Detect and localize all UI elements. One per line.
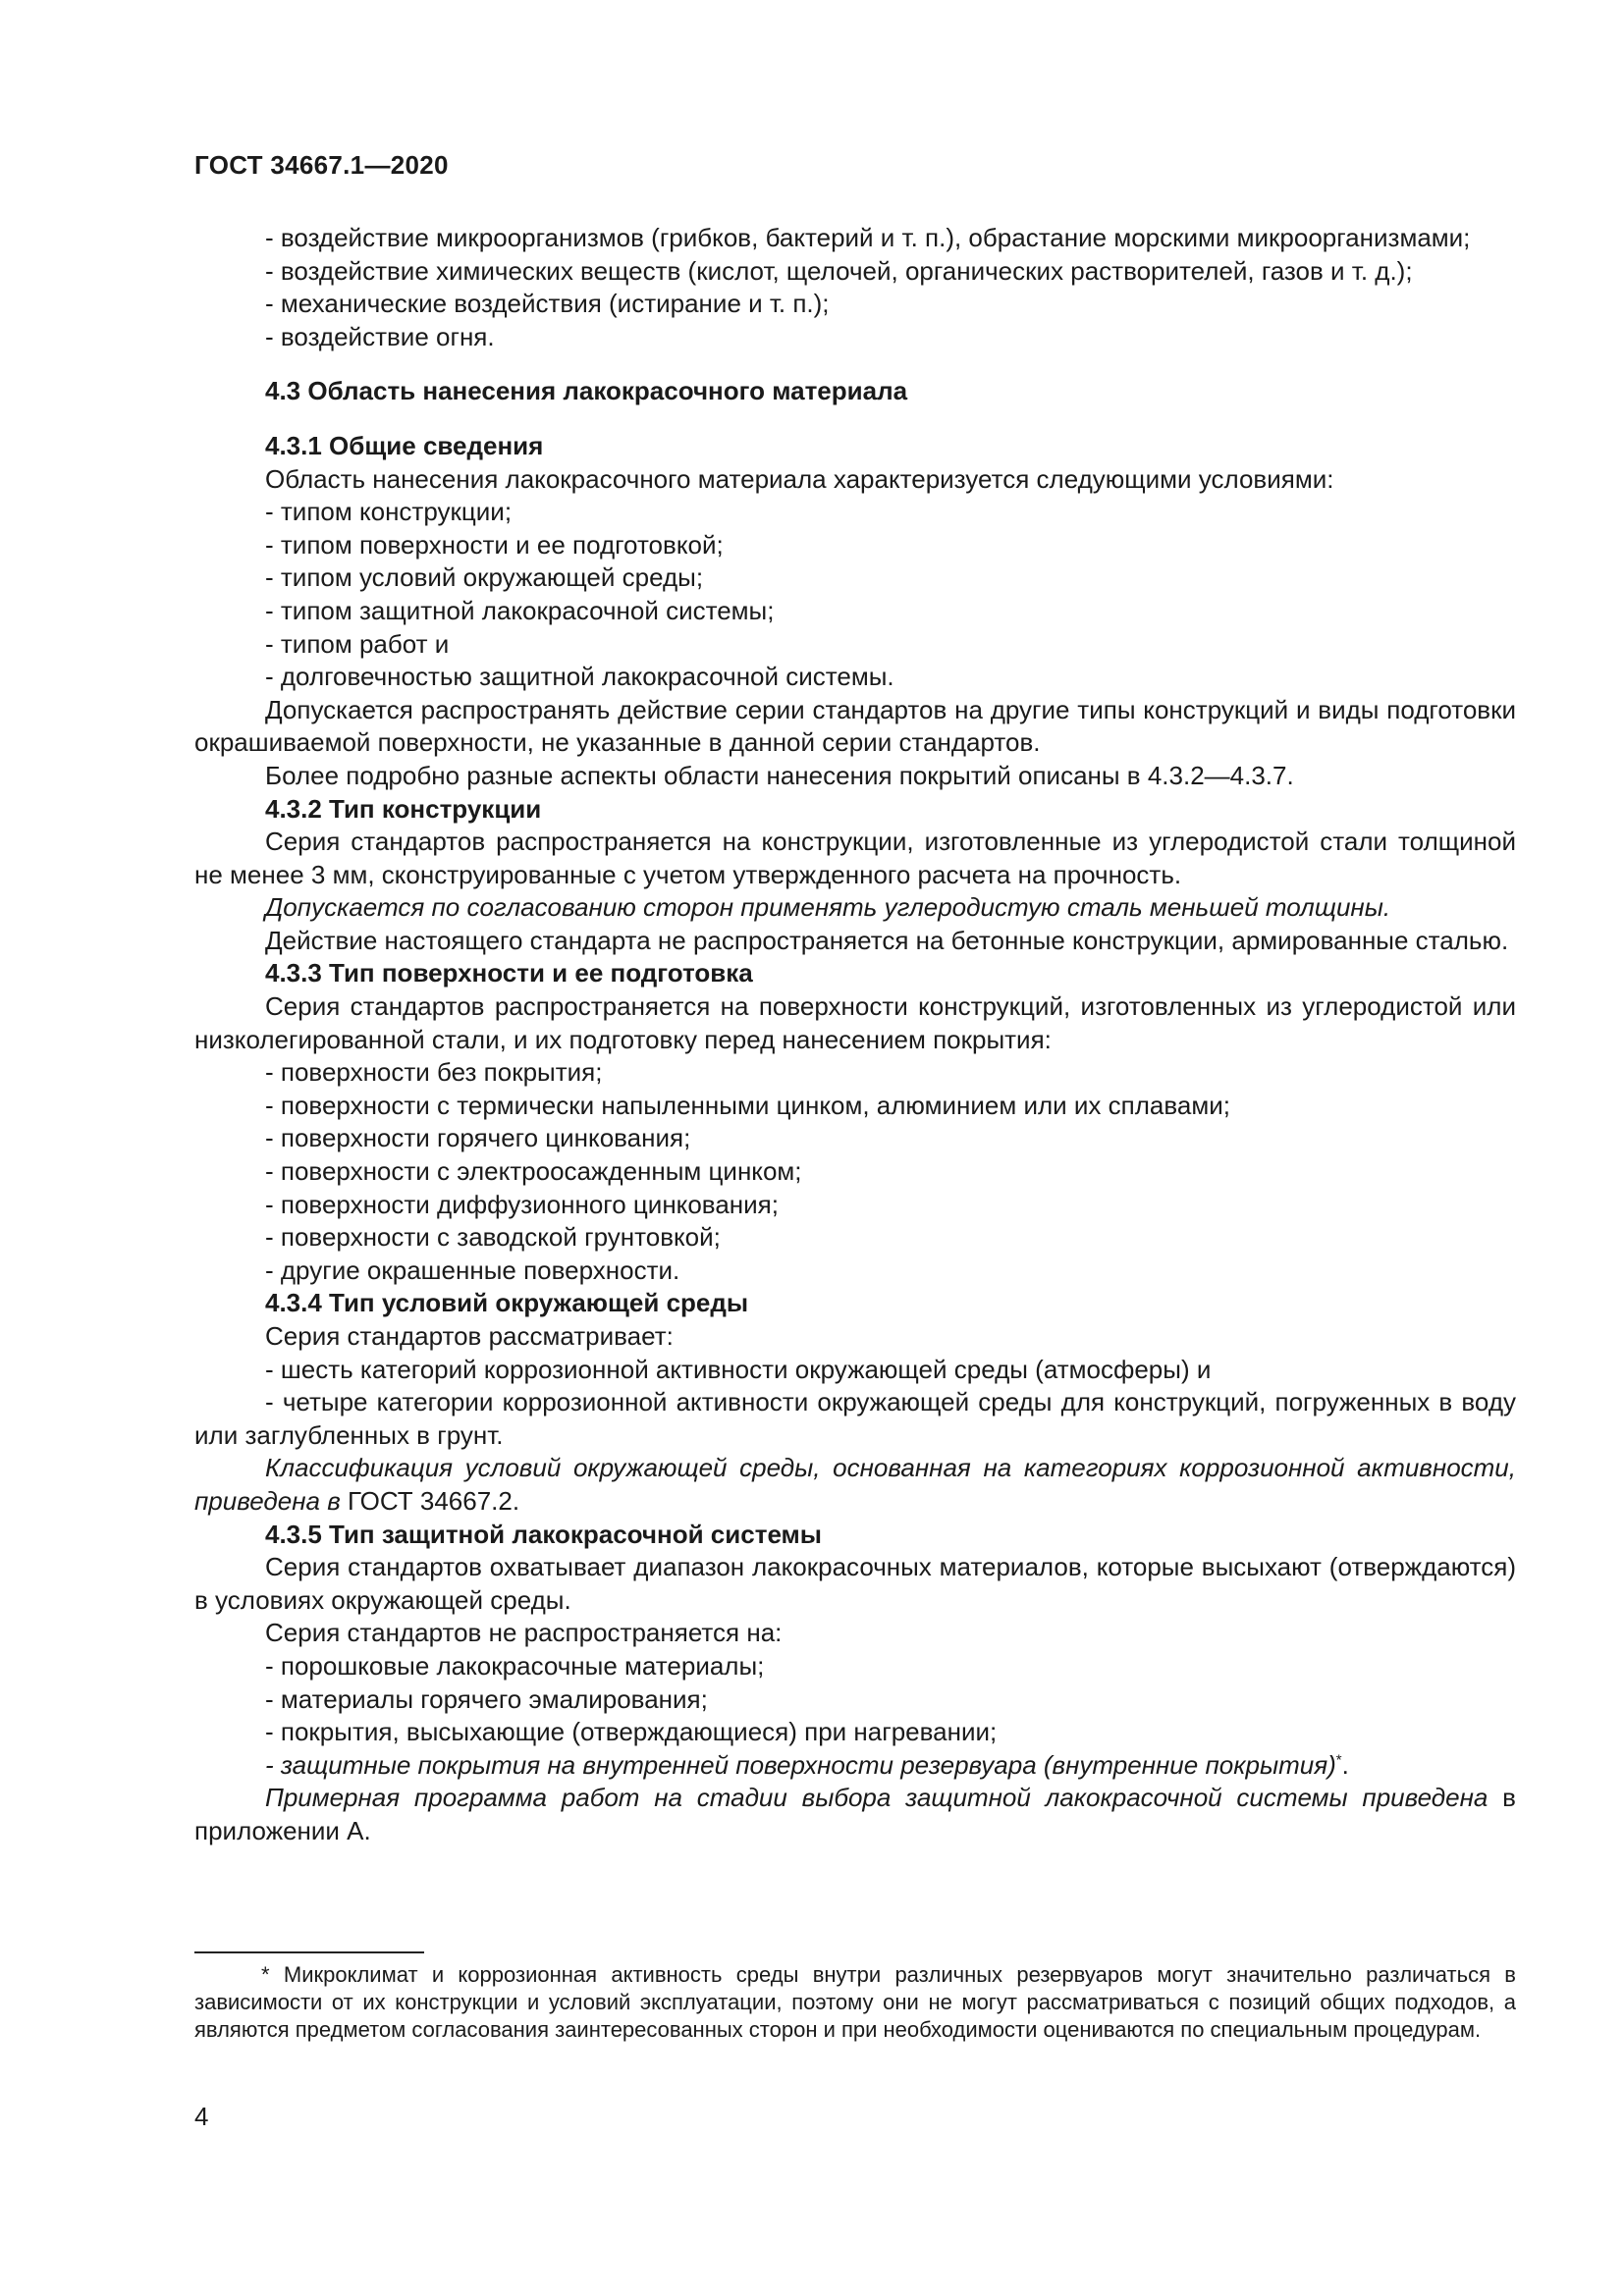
list-item: - типом условий окружающей среды; — [265, 562, 704, 593]
footnote-text: * Микроклимат и коррозионная активность среды внутри различных резервуаров могут значительно различаться в зависимости от их конструкции и условий эксплуатации, поэтому они не могут рассматриваться с позиций общих подходов, а являются предметом согласования заинтересованных сторон и при необходимости оцениваются по специальным процедурам. — [194, 1962, 1516, 2042]
punctuation: . — [1341, 1749, 1349, 1780]
paragraph: Серия стандартов охватывает диапазон лакокрасочных материалов, которые высыхают (отверждаются) в условиях окружающей среды. — [194, 1552, 1516, 1615]
list-item: - долговечностью защитной лакокрасочной системы. — [265, 662, 894, 692]
list-item: - порошковые лакокрасочные материалы; — [265, 1650, 765, 1681]
footnote-separator — [194, 1951, 424, 1953]
footnote — [194, 1961, 1516, 2044]
list-item — [194, 1749, 1516, 1783]
paragraph: Серия стандартов распространяется на поверхности конструкций, изготовленных из углеродистой или низколегированной стали, и их подготовку перед нанесением покрытия: — [194, 991, 1516, 1054]
list-item: - механические воздействия (истирание и т. п.); — [265, 289, 830, 319]
list-item: - поверхности с электроосажденным цинком; — [265, 1156, 802, 1187]
list-item: - поверхности диффузионного цинкования; — [265, 1189, 779, 1219]
list-item: - поверхности без покрытия; — [265, 1057, 603, 1088]
list-item: - покрытия, высыхающие (отверждающиеся) при нагревании; — [265, 1717, 998, 1747]
paragraph: Серия стандартов распространяется на конструкции, изготовленные из углеродистой стали толщиной не менее 3 мм, сконструированные с учетом утвержденного расчета на прочность. — [194, 827, 1516, 889]
paragraph: Более подробно разные аспекты области нанесения покрытий описаны в 4.3.2—4.3.7. — [265, 760, 1294, 790]
list-item: - другие окрашенные поверхности. — [265, 1255, 680, 1285]
list-item: - воздействие огня. — [265, 321, 495, 351]
standard-reference: ГОСТ 34667.2. — [340, 1485, 520, 1516]
italic-note — [194, 1452, 1516, 1518]
section-heading-4-3: 4.3 Область нанесения лакокрасочного материала — [265, 376, 908, 406]
paragraph: Допускается распространять действие серии стандартов на другие типы конструкций и виды подготовки окрашиваемой поверхности, не указанные в данной серии стандартов. — [194, 694, 1516, 758]
page-number: 4 — [194, 2102, 209, 2131]
annex-reference: в приложении А. — [194, 1783, 1516, 1845]
document-header: ГОСТ 34667.1—2020 — [194, 150, 449, 180]
paragraph: Серия стандартов рассматривает: — [265, 1321, 674, 1351]
list-item: - воздействие микроорганизмов (грибков, бактерий и т. п.), обрастание морскими микроорганизмами; — [265, 223, 1471, 252]
list-item: - воздействие химических веществ (кислот, щелочей, органических растворителей, газов и т. д.); — [265, 255, 1413, 286]
section-heading-4-3-2: 4.3.2 Тип конструкции — [265, 793, 542, 824]
paragraph: Серия стандартов не распространяется на: — [265, 1618, 783, 1648]
section-heading-4-3-3: 4.3.3 Тип поверхности и ее подготовка — [265, 958, 753, 988]
list-item: - шесть категорий коррозионной активности окружающей среды (атмосферы) и — [265, 1354, 1212, 1384]
italic-text: Примерная программа работ на стадии выбора защитной лакокрасочной системы приведена — [265, 1783, 1489, 1813]
page-body — [194, 222, 1516, 1848]
list-item: - типом поверхности и ее подготовкой; — [265, 529, 724, 560]
paragraph: Область нанесения лакокрасочного материала характеризуется следующими условиями: — [265, 463, 1334, 494]
list-item: - типом работ и — [265, 628, 450, 659]
paragraph: Действие настоящего стандарта не распространяется на бетонные конструкции, армированные сталью. — [265, 925, 1509, 955]
list-item: - четыре категории коррозионной активности окружающей среды для конструкций, погруженных в воду или заглубленных в грунт. — [194, 1387, 1516, 1450]
italic-text: Классификация условий окружающей среды, основанная на категориях коррозионной активности, приведена в — [194, 1453, 1516, 1516]
section-heading-4-3-4: 4.3.4 Тип условий окружающей среды — [265, 1288, 749, 1318]
section-heading-4-3-5: 4.3.5 Тип защитной лакокрасочной системы — [265, 1519, 822, 1549]
list-item: - поверхности горячего цинкования; — [265, 1123, 691, 1153]
footnote-marker: * — [1335, 1751, 1342, 1769]
list-item: - типом конструкции; — [265, 497, 513, 527]
section-heading-4-3-1: 4.3.1 Общие сведения — [265, 430, 544, 460]
italic-text: - защитные покрытия на внутренней поверхности резервуара (внутренние покрытия) — [265, 1749, 1336, 1780]
paragraph — [194, 1782, 1516, 1847]
list-item: - поверхности с термически напыленными цинком, алюминием или их сплавами; — [265, 1090, 1230, 1120]
list-item: - типом защитной лакокрасочной системы; — [265, 595, 775, 625]
list-item: - материалы горячего эмалирования; — [265, 1683, 708, 1714]
list-item: - поверхности с заводской грунтовкой; — [265, 1222, 721, 1253]
italic-note: Допускается по согласованию сторон применять углеродистую сталь меньшей толщины. — [265, 892, 1391, 923]
